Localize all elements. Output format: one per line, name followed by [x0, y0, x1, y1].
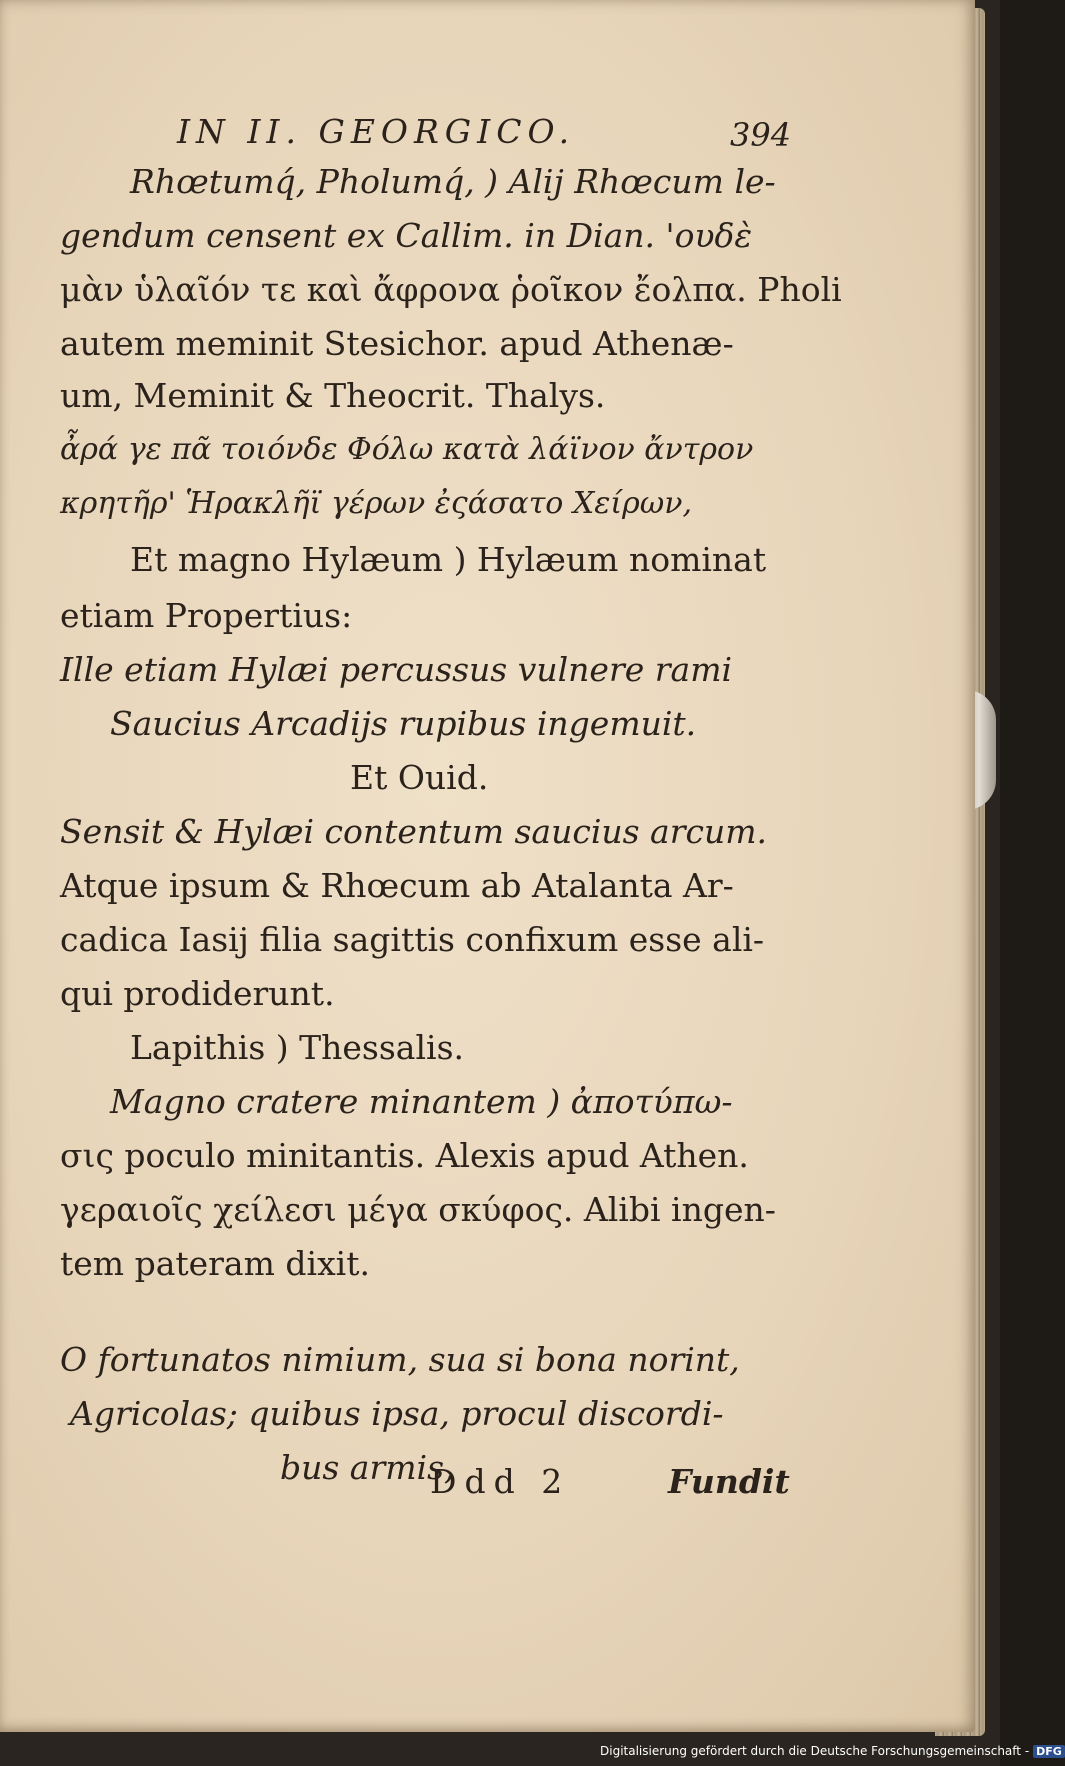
text-line: cadica Iasij filia sagittis confixum esse ali- [60, 920, 765, 959]
text-line: Et magno Hylæum ) Hylæum nominat [130, 540, 767, 579]
quoted-verse-line: Saucius Arcadijs rupibus ingemuit. [110, 704, 697, 743]
greek-verse-line: ἆρά γε πᾶ τοιόνδε Φόλω κατὰ λάϊνον ἄντρον [60, 432, 754, 467]
text-line: Lapithis ) Thessalis. [130, 1028, 464, 1067]
lemma-verse-line: O fortunatos nimium, sua si bona norint, [60, 1340, 740, 1379]
text-line: qui prodiderunt. [60, 974, 335, 1013]
text-line: σις poculo minitantis. Alexis apud Athen. [60, 1136, 749, 1175]
text-line: Magno cratere minantem ) ἀποτύπω- [110, 1082, 733, 1121]
text-line: um, Meminit & Theocrit. Thalys. [60, 376, 606, 415]
quoted-verse-line: Sensit & Hylæi contentum saucius arcum. [60, 812, 768, 851]
text-line: Atque ipsum & Rhœcum ab Atalanta Ar- [60, 866, 734, 905]
text-line: tem pateram dixit. [60, 1244, 370, 1283]
signature-mark: Ddd 2 [430, 1462, 571, 1501]
quoted-verse-line: Ille etiam Hylæi percussus vulnere rami [60, 650, 733, 689]
catchword: Fundit [668, 1462, 790, 1501]
running-title: IN II. GEORGICO. [177, 112, 576, 151]
text-line: Et Ouid. [350, 758, 489, 797]
lemma-verse-line: Agricolas; quibus ipsa, procul discordi- [70, 1394, 724, 1433]
text-line: μὰν ὑλαῖόν τε καὶ ἄφρονα ῥοῖκον ἔολπα. Pholi [60, 270, 842, 309]
text-line: gendum censent ex Callim. in Dian. 'ουδὲ [60, 216, 753, 255]
greek-verse-line: κρητῆρ' Ἡρακλῆϊ γέρων ἐςάσατο Χείρων, [60, 486, 692, 521]
text-line: Rhœtumq́, Pholumq́, ) Alij Rhœcum le- [130, 162, 776, 201]
text-line: γεραιοῖς χείλεσι μέγα σκύφος. Alibi ingen- [60, 1190, 776, 1229]
credit-text: Digitalisierung gefördert durch die Deutsche Forschungsgemeinschaft - [600, 1744, 1030, 1758]
page-number: 394 [730, 116, 792, 154]
text-line: autem meminit Stesichor. apud Athenæ- [60, 324, 734, 363]
dfg-logo: DFG [1033, 1745, 1065, 1758]
digitization-credit [600, 1744, 1065, 1758]
text-line: etiam Propertius: [60, 596, 353, 635]
lemma-verse-line: bus armis, [280, 1448, 455, 1487]
